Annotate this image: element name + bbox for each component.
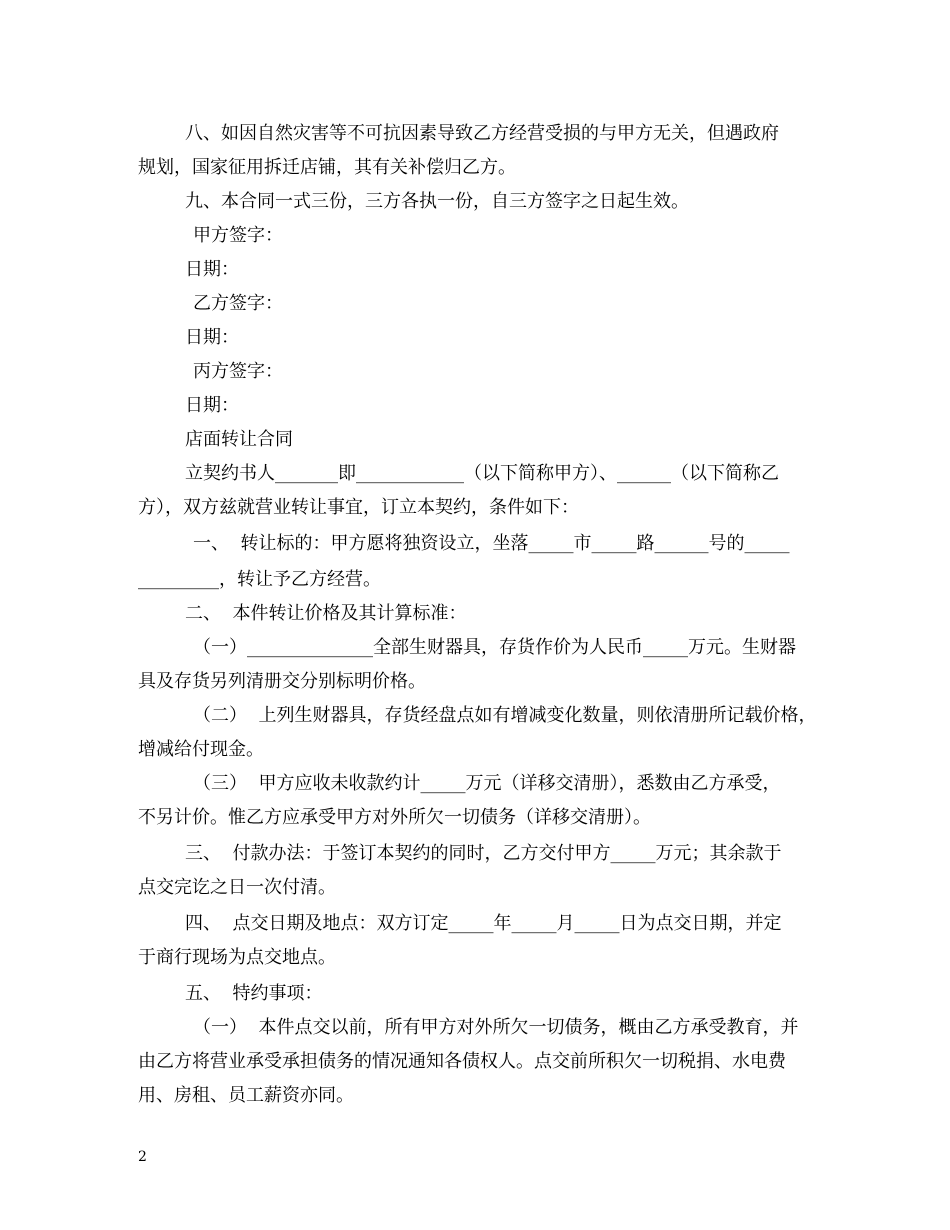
contract-title: 店面转让合同 [185, 429, 293, 450]
section-2-2-line-2: 增减给付现金。 [138, 739, 264, 760]
party-b-date: 日期： [185, 327, 239, 348]
clause-8-line-1: 八、如因自然灾害等不可抗因素导致乙方经营受损的与甲方无关，但遇政府 [185, 123, 779, 144]
section-2-1-line-1: （一）______________全部生财器具，存货作价为人民币_____万元。生财器 [193, 637, 796, 658]
section-1-line-1: 一、 转让标的：甲方愿将独资设立，坐落_____市_____路______号的_____ [193, 533, 790, 554]
section-5-1-line-1: （一） 本件点交以前，所有甲方对外所欠一切债务，概由乙方承受教育，并 [193, 1017, 799, 1038]
clause-9: 九、本合同一式三份，三方各执一份，自三方签字之日起生效。 [185, 191, 689, 212]
section-1-line-2: _________，转让予乙方经营。 [138, 569, 381, 590]
party-a-signature: 甲方签字： [193, 225, 283, 246]
party-c-signature: 丙方签字： [193, 361, 283, 382]
page-number: 2 [138, 1149, 147, 1165]
section-5-1-line-2: 由乙方将营业承受承担债务的情况通知各债权人。点交前所积欠一切税捐、水电费 [138, 1051, 786, 1072]
section-5-heading: 五、 特约事项： [185, 983, 323, 1004]
section-4-line-2: 于商行现场为点交地点。 [138, 947, 336, 968]
section-2-3-line-2: 不另计价。惟乙方应承受甲方对外所欠一切债务（详移交清册）。 [138, 807, 651, 828]
clause-8-line-2: 规划，国家征用拆迁店铺，其有关补偿归乙方。 [138, 157, 516, 178]
section-3-line-2: 点交完讫之日一次付清。 [138, 877, 336, 898]
section-2-2-line-1: （二） 上列生财器具，存货经盘点如有增减变化数量，则依清册所记载价格， [193, 705, 817, 726]
section-2-3-line-1: （三） 甲方应收未收款约计_____万元（详移交清册），悉数由乙方承受， [193, 773, 781, 794]
section-3-line-1: 三、 付款办法：于签订本契约的同时，乙方交付甲方_____万元；其余款于 [185, 843, 782, 864]
party-b-signature: 乙方签字： [193, 293, 283, 314]
section-2-1-line-2: 具及存货另列清册交分别标明价格。 [138, 671, 426, 692]
section-2-heading: 二、 本件转让价格及其计算标准： [185, 603, 467, 624]
section-4-line-1: 四、 点交日期及地点：双方订定_____年_____月_____日为点交日期，并定 [185, 913, 782, 934]
intro-line-1: 立契约书人_______即____________（以下简称甲方）、______（以下简称乙 [185, 463, 779, 484]
section-5-1-line-3: 用、房租、员工薪资亦同。 [138, 1085, 354, 1106]
party-c-date: 日期： [185, 395, 239, 416]
party-a-date: 日期： [185, 259, 239, 280]
intro-line-2: 方），双方兹就营业转让事宜，订立本契约，条件如下： [138, 497, 579, 518]
